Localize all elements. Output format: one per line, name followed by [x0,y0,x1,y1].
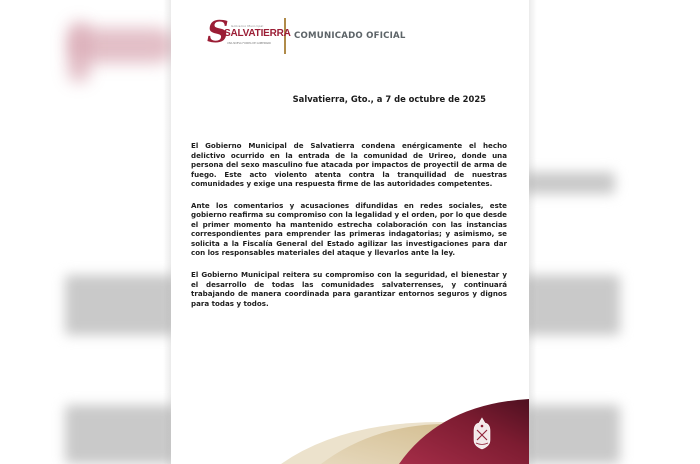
logo-wordmark: SALVATIERRA [224,28,291,39]
blurred-text-block [525,172,615,194]
blurred-text-block [65,405,175,464]
paragraph-2: Ante los comentarios y acusaciones difundidas en redes sociales, este gobierno reafirma su compromiso con la legalidad y el orden, por lo que desde el primer momento ha mantenido estrecha colaboración con las instancias correspondientes para emprender las primeras indagatorias; y asimismo, se solicita a la Fiscalía General del Estado agilizar las investigaciones para dar con los responsables materiales del ataque y llevarlos ante la ley. [191,200,507,258]
logo-tagline: UNA NUEVA FORMA DE GOBERNAR [227,42,271,45]
logo-small-text: Gobierno Municipal [231,24,264,28]
document-body [191,141,507,320]
salvatierra-logo [207,15,291,54]
paragraph-1: El Gobierno Municipal de Salvatierra condena enérgicamente el hecho delictivo ocurrido en la entrada de la comunidad de Urireo, donde una persona del sexo masculino fue atacada por impactos de proyectil de arma de fuego. Este acto violento atenta contra la tranquilidad de nuestras comunidades y exige una respuesta firme de las autoridades competentes. [191,141,507,189]
page-shadow-left [163,0,171,464]
logo-s-mark: S [207,15,229,50]
date-line: Salvatierra, Gto., a 7 de octubre de 2025 [292,94,486,104]
page-shadow-right [529,0,537,464]
paragraph-3: El Gobierno Municipal reitera su compromiso con la seguridad, el bienestar y el desarrollo de todas las comunidades salvaterrenses, y continuará trabajando de manera coordinada para garantizar entornos seguros y dignos para todas y todos. [191,270,507,308]
blurred-text-block [65,275,175,335]
document-header [207,15,406,54]
blurred-logo-shape [68,22,90,82]
document-title: COMUNICADO OFICIAL [294,31,406,41]
blurred-text-block [525,275,620,335]
footer-decoration [171,394,529,464]
blurred-text-block [525,405,620,464]
document-page [171,0,529,464]
